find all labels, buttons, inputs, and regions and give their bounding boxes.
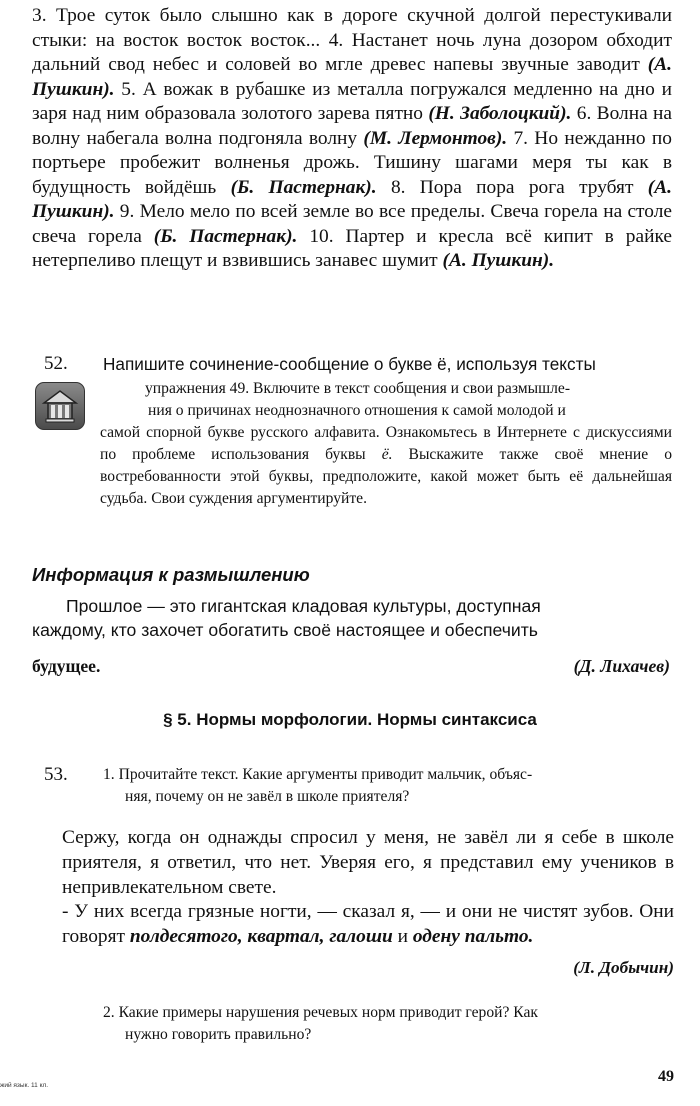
section-title: § 5. Нормы морфологии. Нормы синтаксиса xyxy=(163,710,537,729)
word-examples: одену пальто. xyxy=(412,926,534,948)
question-line: нужно говорить правильно? xyxy=(125,1026,312,1043)
house-icon xyxy=(35,382,85,430)
author-ref: (Н. Заболоцкий). xyxy=(428,103,572,124)
question-2 xyxy=(103,1002,663,1046)
quote-line: Прошлое — это гигантская кладовая культуры, доступная xyxy=(66,596,541,616)
word-examples: полдесятого, квартал, галоши xyxy=(129,926,393,948)
author-ref: (А. Пушкин). xyxy=(32,54,672,100)
quote-line: каждому, кто захочет обогатить своё настоящее и обеспечить xyxy=(32,620,538,640)
question-line: 2. Какие примеры нарушения речевых норм приводит герой? Как xyxy=(103,1004,538,1021)
exercise-heading: Напишите сочинение-сообщение о букве ё, используя тексты xyxy=(103,354,596,374)
author-ref: (Б. Пастернак). xyxy=(230,176,377,198)
quote xyxy=(32,594,672,642)
text: и xyxy=(392,926,413,948)
text: 6. Волна на волну набегала волна подгоняла волну xyxy=(32,103,673,149)
story-author: (Л. Добычин) xyxy=(573,958,674,977)
exercise-number: 52. xyxy=(44,353,68,374)
question-line: няя, почему он не завёл в школе приятеля? xyxy=(125,788,410,805)
exercise-text-paragraph xyxy=(32,4,672,274)
text-line: ния о причинах неоднозначного отношения к самой молодой и xyxy=(148,402,566,420)
page-number: 49 xyxy=(658,1068,674,1085)
text-rest xyxy=(100,422,672,510)
author-ref: (А. Пушкин). xyxy=(442,250,555,271)
text: 10. Партер и кресла всё кипит в райке нетерпеливо плещут и взвившись занавес шумит xyxy=(32,225,672,271)
exercise-body xyxy=(100,378,672,511)
text: Выскажите также своё мнение о востребованности этой буквы, предположите, какой может быть её дальнейшая судьба. Свои суждения аргументируйте. xyxy=(100,446,672,508)
text: 8. Пора пора рога трубят xyxy=(376,176,648,198)
author-ref: (А. Пушкин). xyxy=(32,176,673,222)
footer-text: жий язык. 11 кл. xyxy=(0,1082,49,1089)
text-line: упражнения 49. Включите в текст сообщения и свои размышле- xyxy=(145,380,571,397)
text: 5. А вожак в рубашке из металла погружался медленно на дно и заря над ним образовала золотого зарева пятно xyxy=(32,78,672,124)
exercise-number: 53. xyxy=(44,764,68,785)
text: - У них всегда грязные ногти, — сказал я, — и они не чистят зубов. Они говорят xyxy=(62,901,674,948)
quote-author: (Д. Лихачев) xyxy=(573,656,670,676)
info-heading: Информация к размышлению xyxy=(32,564,310,585)
author-ref: (Б. Пастернак). xyxy=(153,225,298,247)
text: 3. Трое суток было слышно как в дороге скучной долгой перестукивали стыки: на восток восток восток... 4. Настанет ночь луна дозором обходит дальний свод небес и соловей во мгле древес напевы звучные заводит xyxy=(32,5,672,75)
story-paragraph: Сержу, когда он однажды спросил у меня, не завёл ли я себе в школе приятеля, я ответил, что нет. Уверяя его, я представил ему учеников в непривлекательном свете. xyxy=(62,827,674,898)
question-1 xyxy=(103,764,643,808)
letter-highlight: ё. xyxy=(381,446,393,464)
question-line: 1. Прочитайте текст. Какие аргументы приводит мальчик, объяс- xyxy=(103,766,533,783)
story-text xyxy=(32,826,674,950)
author-ref: (М. Лермонтов). xyxy=(363,127,508,149)
text: 7. Но нежданно по портьере пробежит волненья дрожь. Тишину шагами меря ты как в будущность войдёшь xyxy=(32,127,672,198)
text: самой спорной букве русского алфавита. Ознакомьтесь в Интернете с дискуссиями по проблеме использования буквы xyxy=(100,424,672,464)
story-paragraph xyxy=(32,900,674,950)
quote-last: будущее. xyxy=(32,656,101,676)
text: 9. Мело мело по всей земле во все пределы. Свеча горела на столе свеча горела xyxy=(32,201,672,247)
